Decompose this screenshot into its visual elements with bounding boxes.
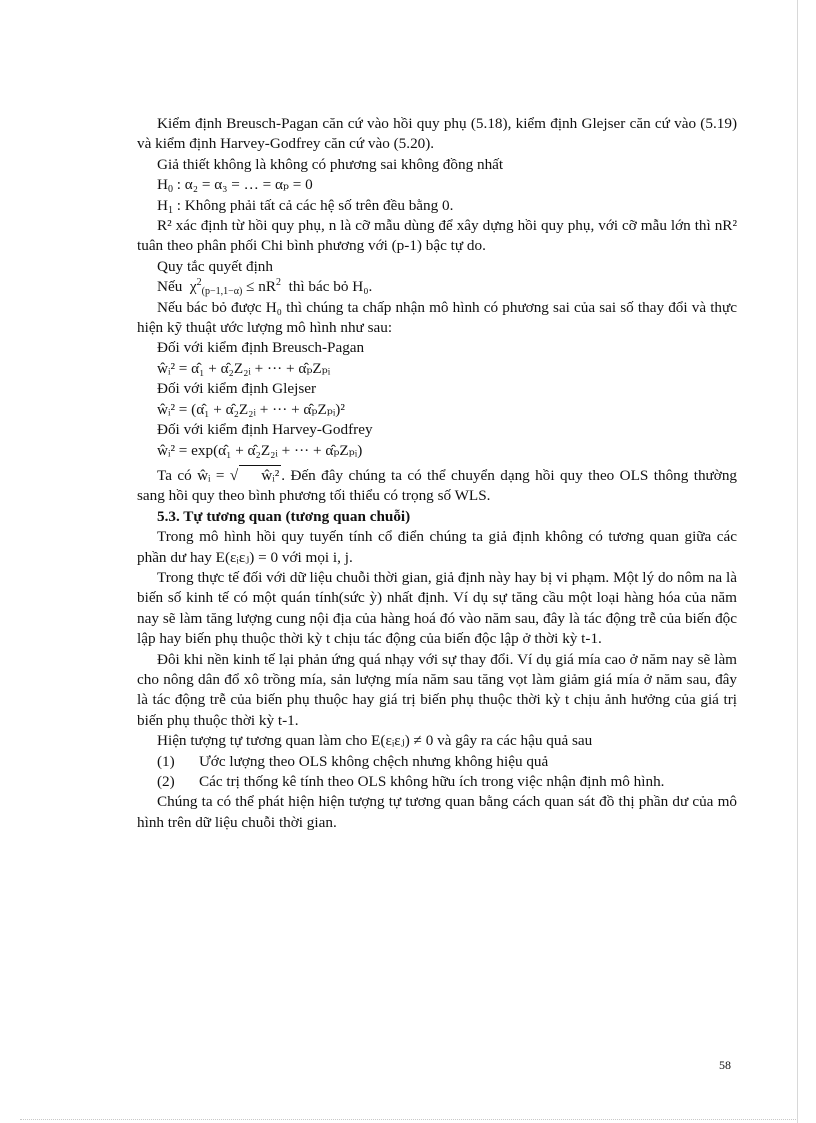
hg-formula (137, 441, 737, 461)
h0-hypothesis (137, 175, 737, 195)
h1-label: H (157, 196, 168, 214)
hg-formula-text: ŵᵢ² = exp(α̂₁ + α̂₂Z₂ᵢ + ··· + α̂ₚZₚᵢ) (157, 441, 363, 459)
h1-text: : Không phải tất cả các hệ số trên đều bằng 0. (176, 196, 454, 214)
wls-text: . Đến đây chúng ta có thể chuyển dạng hồi quy theo OLS thông thường sang hồi quy theo bình phương tối thiểu có trọng số WLS. (137, 466, 738, 505)
w-hat-radicand: ŵᵢ² (239, 465, 281, 486)
bp-label: Đối với kiểm định Breusch-Pagan (157, 339, 365, 357)
bp-formula (137, 359, 737, 379)
list-item-number: (1) (157, 752, 175, 770)
h0-label: H (157, 176, 168, 194)
chi-symbol: χ (189, 278, 197, 296)
h1-subscript: 1 (167, 204, 173, 216)
page-bottom-border (20, 1119, 796, 1120)
h0-expression: : α₂ = α₃ = … = αₚ = 0 (176, 176, 313, 194)
rule-prefix: Nếu (157, 278, 183, 296)
h1-hypothesis (137, 196, 737, 216)
w-hat-formula: ŵᵢ = √ ŵᵢ² (197, 467, 281, 484)
rule-suffix: thì bác bỏ H₀. (288, 278, 373, 296)
paragraph-section-3: Đôi khi nền kinh tế lại phản ứng quá nhạy với sự thay đổi. Ví dụ giá mía cao ở năm nay sẽ làm cho nông dân đổ xô trồng mía, sản lượng mía năm sau tăng vọt làm giảm giá mía ở năm sau, đây là tác động trễ của biến phụ thuộc hay giá trị biến phụ thuộc thời kỳ t chịu ảnh hưởng của giá trị biến phụ thuộc thời kỳ t-1. (137, 650, 737, 729)
section-heading: 5.3. Tự tương quan (tương quan chuỗi) (157, 507, 411, 525)
paragraph-consequences: Hiện tượng tự tương quan làm cho E(εᵢεⱼ) ≠ 0 và gây ra các hậu quả sau (157, 732, 593, 750)
glejser-label: Đối với kiểm định Glejser (157, 380, 317, 398)
nr-superscript: 2 (276, 277, 281, 289)
paragraph-reject: Nếu bác bỏ được H₀ thì chúng ta chấp nhận mô hình có phương sai của sai số thay đổi và thực hiện kỹ thuật ước lượng mô hình như sau: (137, 298, 737, 337)
bp-formula-text: ŵᵢ² = α̂₁ + α̂₂Z₂ᵢ + ··· + α̂ₚZₚᵢ (157, 359, 331, 377)
paragraph-section-1: Trong mô hình hồi quy tuyến tính cổ điển chúng ta giả định không có tương quan giữa các phần dư hay E(εᵢεⱼ) = 0 với mọi i, j. (137, 528, 737, 566)
hypothesis-intro: Giả thiết không là không có phương sai không đồng nhất (157, 155, 504, 173)
list-item (137, 752, 737, 772)
paragraph-wls (137, 465, 737, 507)
decision-rule (137, 277, 737, 297)
paragraph-tests-intro: Kiểm định Breusch-Pagan căn cứ vào hồi quy phụ (5.18), kiểm định Glejser căn cứ vào (5.19) và kiểm định Harvey-Godfrey căn cứ vào (5.20). (137, 115, 737, 153)
page-content (137, 114, 737, 833)
h0-subscript: 0 (167, 184, 173, 196)
list-item-number: (2) (157, 773, 175, 790)
paragraph-section-2: Trong thực tế đối với dữ liệu chuỗi thời gian, giả định này hay bị vi phạm. Một lý do nôm na là biến số kinh tế có một quán tính(sức ỳ) nhất định. Ví dụ sự tăng cầu một loại hàng hóa của năm nay sẽ làm tăng lượng cung nội địa của hàng hoá đó vào năm sau, đây là tác động trễ của biến độc lập hay biến phụ thuộc thời kỳ t chịu tác động của biến độc lập ở thời kỳ t-1. (137, 568, 737, 648)
paragraph-final: Chúng ta có thể phát hiện hiện tượng tự tương quan bằng cách quan sát đồ thị phần dư của mô hình trên dữ liệu chuỗi thời gian. (137, 793, 737, 831)
paragraph-r2: R² xác định từ hồi quy phụ, n là cỡ mẫu dùng để xây dựng hồi quy phụ, với cỡ mẫu lớn thì nR² tuân theo phân phối Chi bình phương với (p-1) bậc tự do. (137, 217, 737, 255)
list-item (137, 772, 737, 792)
decision-rule-heading: Quy tắc quyết định (157, 257, 273, 275)
w-hat-lhs: ŵᵢ = (197, 466, 230, 484)
chi-subscript: (p−1,1−α) (201, 286, 243, 298)
list-item-text: Các trị thống kê tính theo OLS không hữu ích trong việc nhận định mô hình. (199, 773, 665, 790)
page-number: 58 (719, 1058, 731, 1072)
leq-nr: ≤ nR (246, 278, 276, 296)
glejser-formula-text: ŵᵢ² = (α̂₁ + α̂₂Z₂ᵢ + ··· + α̂ₚZₚᵢ)² (157, 400, 345, 418)
list-item-text: Ước lượng theo OLS không chệch nhưng không hiệu quả (199, 752, 549, 770)
page-right-border (797, 0, 798, 1123)
glejser-formula (137, 400, 737, 420)
ta-co: Ta có (157, 466, 192, 484)
chi-superscript: 2 (196, 277, 202, 289)
chi-square-formula (189, 277, 281, 298)
hg-label: Đối với kiểm định Harvey-Godfrey (157, 421, 373, 439)
